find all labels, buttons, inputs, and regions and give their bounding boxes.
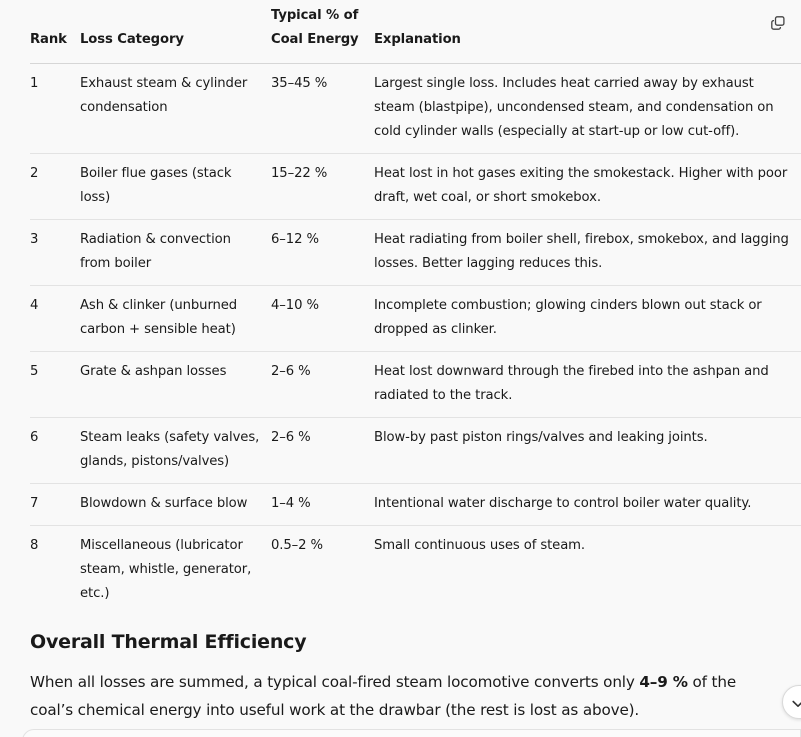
cell-percent: 4–10 % <box>271 286 374 352</box>
summary-paragraph <box>30 668 782 724</box>
summary-text-end: of the coal’s chemical energy into useful work at the drawbar (the rest is lost as above). <box>30 673 737 719</box>
cell-percent: 15–22 % <box>271 154 374 220</box>
scroll-to-bottom-button[interactable] <box>782 685 801 719</box>
cell-explanation: Heat radiating from boiler shell, firebox, smokebox, and lagging losses. Better lagging reduces this. <box>374 220 801 286</box>
header-explanation: Explanation <box>374 0 801 64</box>
cell-category: Radiation & convection from boiler <box>80 220 271 286</box>
table-row <box>30 526 801 615</box>
header-percent: Typical % of Coal Energy <box>271 0 374 64</box>
table-row <box>30 484 801 526</box>
cell-explanation: Incomplete combustion; glowing cinders blown out stack or dropped as clinker. <box>374 286 801 352</box>
cell-explanation: Heat lost in hot gases exiting the smokestack. Higher with poor draft, wet coal, or short smokebox. <box>374 154 801 220</box>
cell-percent: 6–12 % <box>271 220 374 286</box>
cell-category: Ash & clinker (unburned carbon + sensible heat) <box>80 286 271 352</box>
table-row <box>30 154 801 220</box>
chevron-down-icon <box>792 693 801 712</box>
cell-percent: 2–6 % <box>271 352 374 418</box>
table-row <box>30 418 801 484</box>
cell-category: Exhaust steam & cylinder condensation <box>80 64 271 154</box>
cell-explanation: Intentional water discharge to control boiler water quality. <box>374 484 801 526</box>
header-rank: Rank <box>30 0 80 64</box>
table-header-row <box>30 0 801 64</box>
cell-rank: 7 <box>30 484 80 526</box>
cell-explanation: Blow-by past piston rings/valves and leaking joints. <box>374 418 801 484</box>
table-row <box>30 64 801 154</box>
cell-rank: 6 <box>30 418 80 484</box>
cell-rank: 2 <box>30 154 80 220</box>
table-row <box>30 220 801 286</box>
section-heading: Overall Thermal Efficiency <box>30 631 307 653</box>
cell-percent: 2–6 % <box>271 418 374 484</box>
summary-efficiency-value: 4–9 % <box>639 673 688 691</box>
cell-rank: 5 <box>30 352 80 418</box>
table-row <box>30 352 801 418</box>
cell-explanation: Heat lost downward through the firebed into the ashpan and radiated to the track. <box>374 352 801 418</box>
cell-percent: 0.5–2 % <box>271 538 323 553</box>
cell-explanation: Largest single loss. Includes heat carried away by exhaust steam (blastpipe), uncondensed steam, and condensation on cold cylinder walls (especially at start-up or low cut-off). <box>374 64 801 154</box>
message-composer-edge[interactable] <box>22 729 801 737</box>
loss-table <box>30 0 801 614</box>
cell-percent: 1–4 % <box>271 484 374 526</box>
cell-category: Miscellaneous (lubricator steam, whistle, generator, etc.) <box>80 538 252 601</box>
header-category: Loss Category <box>80 0 271 64</box>
cell-rank: 8 <box>30 538 39 553</box>
cell-rank: 1 <box>30 64 80 154</box>
cell-explanation: Small continuous uses of steam. <box>374 538 586 553</box>
cell-category: Steam leaks (safety valves, glands, pistons/valves) <box>80 418 271 484</box>
table-row <box>30 286 801 352</box>
cell-category: Boiler flue gases (stack loss) <box>80 154 271 220</box>
cell-category: Blowdown & surface blow <box>80 484 271 526</box>
summary-text-start: When all losses are summed, a typical coal-fired steam locomotive converts only <box>30 673 640 691</box>
cell-rank: 3 <box>30 220 80 286</box>
cell-percent: 35–45 % <box>271 64 374 154</box>
cell-category: Grate & ashpan losses <box>80 352 271 418</box>
cell-rank: 4 <box>30 286 80 352</box>
